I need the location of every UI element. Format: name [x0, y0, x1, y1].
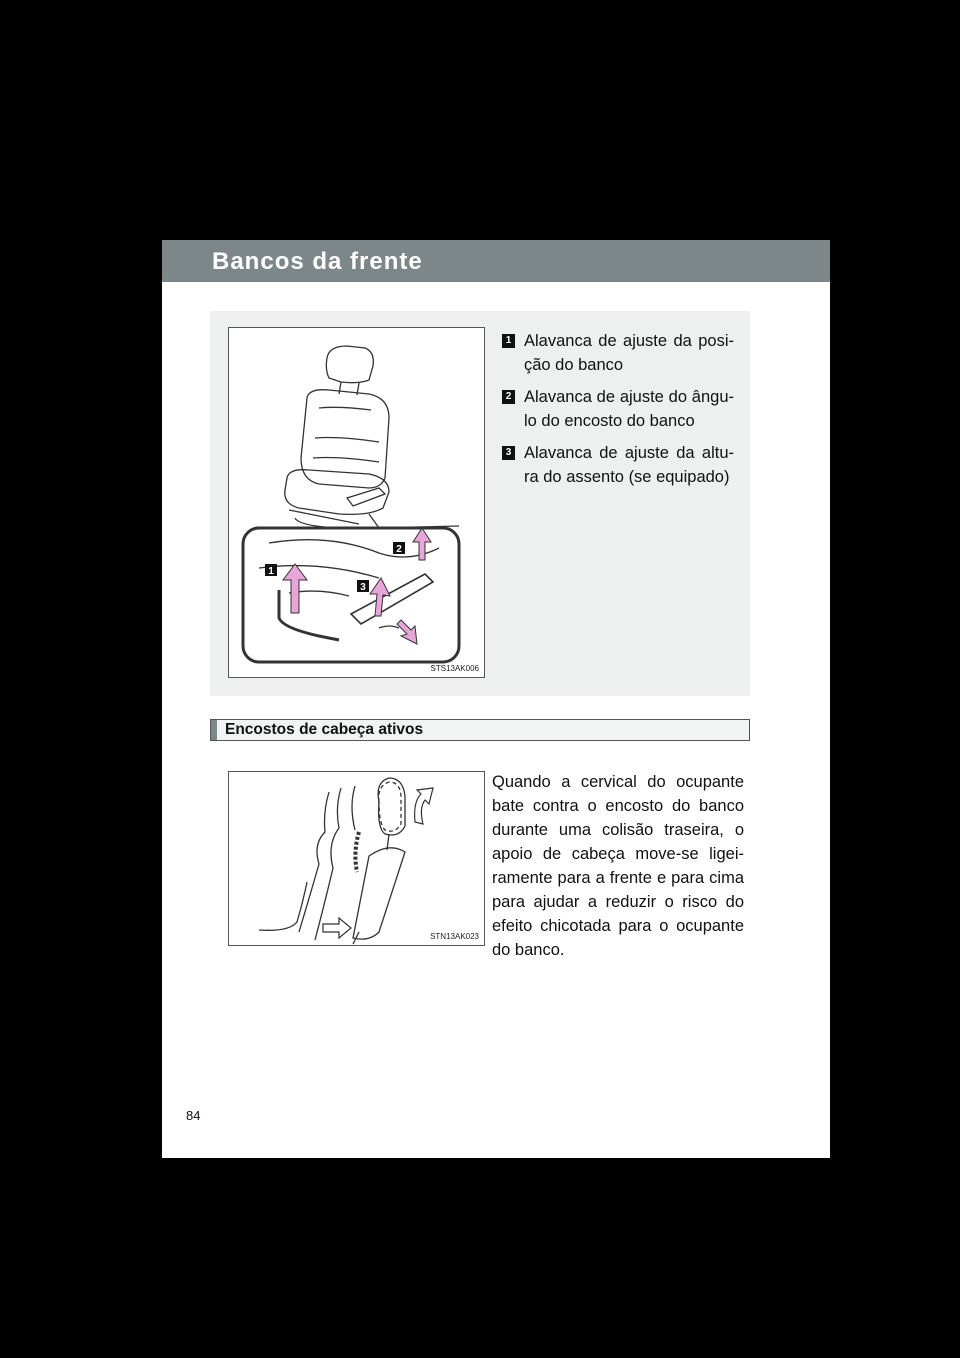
legend-text: Alavanca de ajuste do ângu-lo do encosto do banco — [524, 388, 734, 430]
page-header — [162, 240, 830, 282]
callout-2: 2 — [396, 544, 402, 555]
page-title: Bancos da frente — [212, 248, 423, 275]
legend-number: 3 — [502, 446, 515, 460]
section-accent — [211, 720, 217, 740]
legend-text: Alavanca de ajuste da altu-ra do assento (se equipado) — [524, 444, 734, 486]
seat-illustration — [228, 327, 485, 678]
page-number: 84 — [186, 1108, 201, 1123]
figure-code: STS13AK006 — [430, 664, 479, 673]
legend-item — [502, 441, 734, 489]
legend-number: 2 — [502, 390, 515, 404]
callout-1: 1 — [268, 566, 274, 577]
manual-page — [162, 240, 830, 1158]
section-heading — [210, 719, 750, 741]
legend-number: 1 — [502, 334, 515, 348]
headrest-drawing — [229, 772, 484, 945]
seat-drawing — [229, 328, 484, 677]
callout-3: 3 — [360, 582, 366, 593]
legend-list — [502, 329, 734, 497]
legend-text: Alavanca de ajuste da posi-ção do banco — [524, 332, 734, 374]
seat-adjustment-panel — [210, 311, 750, 696]
legend-item — [502, 385, 734, 433]
legend-item — [502, 329, 734, 377]
headrest-illustration — [228, 771, 485, 946]
section-title: Encostos de cabeça ativos — [225, 721, 424, 738]
section-body: Quando a cervical do ocupante bate contra o encosto do banco durante uma colisão traseira, o apoio de cabeça move-se ligei-ramente para a frente e para cima para ajudar a reduzir o risco do efeito chicotada para o ocupante do banco. — [492, 773, 744, 959]
figure-code: STN13AK023 — [430, 932, 479, 941]
